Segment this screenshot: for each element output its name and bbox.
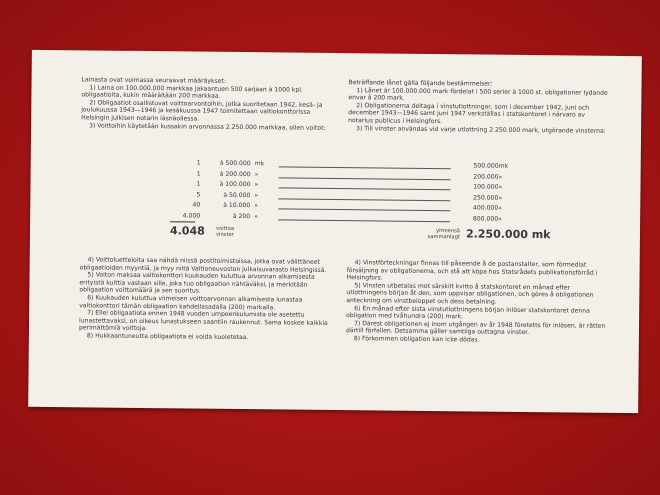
- prize-total-unit: »: [498, 194, 503, 202]
- finnish-terms-bottom: [79, 256, 330, 342]
- prize-count: 1: [196, 180, 201, 188]
- swedish-term-4: 4) Vinstförteckningar finnas till påseende å de postanstalter, som förmedlat försäljning av obligationerna, och stå att köpa hos Statsrådets publikationsförråd i Helsingfors.: [346, 259, 598, 282]
- swedish-intro: Beträffande lånet gälla följande bestämmelser:: [348, 79, 493, 88]
- swedish-term-7: 7) Därest obligationen ej inom utgången av år 1948 företetts för inlösen, är rätten därtill förfallen. Detsamma gäller samtliga outtagna vinster.: [345, 319, 606, 337]
- prize-amount: à 200.000: [219, 170, 251, 178]
- prize-amount: à 200: [232, 212, 251, 221]
- prize-count: 1: [196, 159, 201, 167]
- swedish-terms-bottom: [346, 259, 607, 345]
- prize-total-unit: »: [498, 205, 503, 213]
- prize-count: 5: [196, 191, 201, 199]
- prize-sum-total: 2.250.000 mk: [465, 227, 551, 242]
- prize-unit: »: [254, 202, 259, 210]
- prize-total: 200.000: [473, 173, 499, 181]
- leader-line: [279, 177, 451, 180]
- prize-count-summary: [169, 224, 235, 238]
- leader-line: [278, 219, 450, 222]
- swedish-term-5: 5) Vinsten utbetalas mot särskilt kvitto å statskontoret en månad efter utlottningens början åt den, som uppvisar obligationen, och göres å obligationen anteckning om vinstbeloppet och dess betalning.: [346, 281, 594, 306]
- prize-count: 40: [192, 201, 201, 209]
- prize-total-unit: »: [498, 173, 503, 181]
- finnish-terms-top: [81, 76, 332, 132]
- swedish-term-1: 1) Lånet är 100.000.000 mark fördelat i 500 serier à 1000 st. obligationer lydande envar å 200 mark.: [348, 86, 608, 102]
- prize-sum-label: yhteensä sammanlagt: [427, 228, 461, 241]
- leader-line: [278, 198, 450, 201]
- prize-total: 400.000: [473, 204, 499, 213]
- prize-total: 250.000: [473, 194, 499, 202]
- finnish-term-7: 7) Ellei obligaatiota ennen 1948 vuoden umpeenkulumista ole asetettu lunastettavaksi, on oikeus lunastukseen saantiin raukennut. Sama koskee kaikkia perimättömiä voittoja.: [78, 309, 328, 333]
- prize-amount: à 10.000: [223, 202, 251, 210]
- swedish-terms-top: [348, 79, 609, 135]
- swedish-term-2: 2) Obligationerna deltaga i vinstutlottningar, som i december 1942, juni och december 1943—1946 samt juni 1947 verkställas i statskontoret i närvaro av notarius publicus i Helsingfors.: [348, 101, 590, 126]
- finnish-term-8: 8) Hukkaantuneutta obligaatiota ei voida kuoletetaa.: [86, 332, 249, 342]
- prize-amount: à 50.000: [223, 191, 251, 199]
- prize-total-unit: mk: [498, 162, 509, 170]
- prize-row: [170, 212, 510, 226]
- prize-table: [170, 159, 511, 226]
- bond-back-document: [28, 50, 642, 413]
- prize-total-unit: »: [498, 183, 503, 191]
- finnish-term-2: 2) Obligaatiot osallistuvat voittoarvontoihin, jotka suoritetaan 1942, kesä- ja joulukuussa 1943—1946 ja kesäkuussa 1947 toimitettaan valtiokonttorissa Helsingin julkisen notarin läsnäollessa.: [81, 99, 323, 123]
- swedish-term-3: 3) Till vinster användas vid varje utlottning 2.250.000 mark, utgörande vinsterna:: [356, 124, 606, 135]
- prize-unit: »: [254, 170, 259, 178]
- prize-count-label: voittoa vinster: [215, 225, 235, 238]
- leader-line: [278, 209, 450, 212]
- finnish-term-6: 6) Kuukauden kuluttua viimeisen voittoarvonnan alkamisesta lunastaa valtiokonttori tämän obligaation kahdellasadalla (200) markalla.: [79, 294, 303, 311]
- prize-total: 500.000: [473, 162, 499, 170]
- prize-count: 1: [196, 170, 201, 178]
- finnish-term-5: 5) Voiton maksaa valtiokonttori kuukauden kuluttua arvonnan alkamisesta erityistä kuittia vastaan sille, joka tuo obligaation nähtäväksi, ja merkitään obligaation voittomäärä ja sen suoritus.: [79, 271, 315, 295]
- prize-total-unit: »: [498, 215, 502, 223]
- prize-unit: mk: [254, 160, 265, 168]
- prize-total: 100.000: [473, 183, 499, 191]
- prize-count: 4.000: [182, 212, 201, 220]
- prize-unit: »: [254, 191, 259, 199]
- swedish-term-8: 8) Förkommen obligation kan icke dödas.: [353, 335, 480, 344]
- prize-unit: »: [254, 213, 258, 221]
- prize-unit: »: [254, 181, 259, 189]
- prize-total: 800.000: [472, 215, 499, 223]
- prize-count-total: 4.048: [169, 224, 205, 238]
- swedish-term-6: 6) En månad efter sista vinstutlottningens början inlöser statskontoret denna obligation med tvåhundra (200) mark.: [346, 304, 590, 321]
- finnish-term-3: 3) Voittoihin käytetään kussakin arvonnassa 2.250.000 markkaa, ollen voitot:: [89, 121, 326, 132]
- prize-amount: à 100.000: [219, 180, 251, 189]
- leader-line: [279, 166, 451, 169]
- finnish-intro: Lainasta ovat voimassa seuraavat määräykset:: [81, 76, 226, 85]
- finnish-term-4: 4) Voittoluetteloita saa nähdä niissä postitoimistoissa, jotka ovat välittäneet obligaatioiden myyntiä, ja myy niitä Valtioneuvoston julkaisuvarasto Helsingissä.: [79, 256, 327, 274]
- prize-amount: à 500.000: [219, 159, 251, 168]
- leader-line: [278, 188, 450, 191]
- finnish-term-1: 1) Laina on 100.000.000 markkaa jakaantuen 500 sarjaan à 1000 kpl. obligaatioita, kukin määrältään 200 markkaa.: [81, 84, 303, 100]
